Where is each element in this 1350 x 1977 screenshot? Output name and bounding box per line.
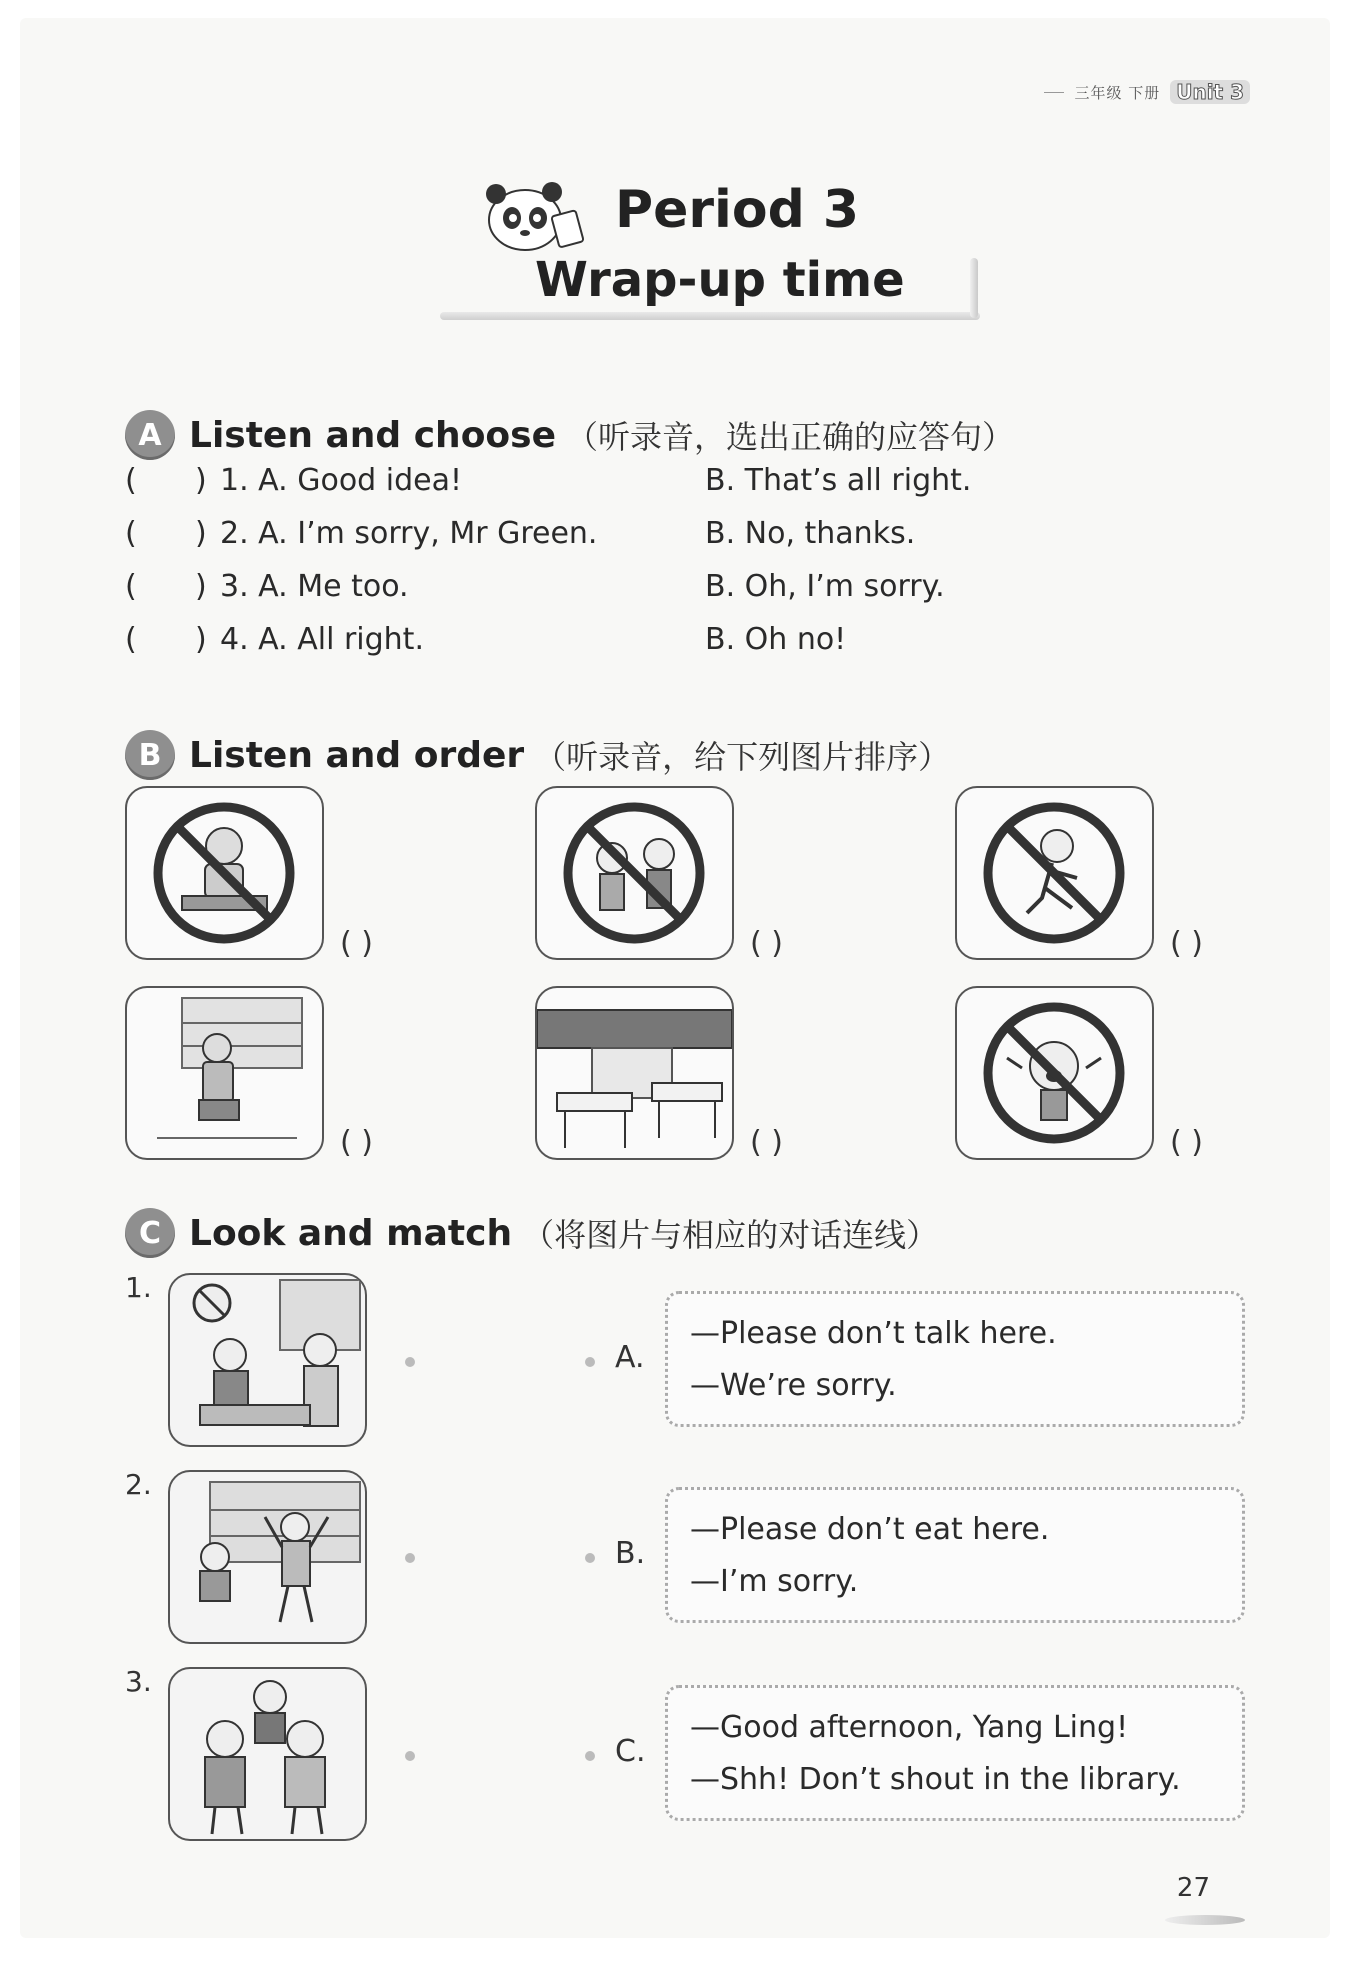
section-b-badge: B bbox=[125, 730, 175, 780]
title-corner bbox=[970, 258, 978, 318]
dialog-line: —Please don’t eat here. bbox=[690, 1512, 1050, 1547]
section-a-heading bbox=[125, 410, 1014, 460]
question-row bbox=[125, 516, 1225, 560]
answer-paren-open[interactable]: ( bbox=[125, 463, 137, 498]
no-talking-sign-icon bbox=[535, 786, 734, 960]
option-b: B. Oh no! bbox=[705, 622, 847, 657]
title-underline bbox=[440, 312, 980, 320]
period-title: Period 3 bbox=[615, 180, 860, 240]
option-b: B. No, thanks. bbox=[705, 516, 916, 551]
section-c-heading bbox=[125, 1208, 938, 1258]
order-answer-blank[interactable]: ( ) bbox=[1170, 1125, 1203, 1160]
no-eating-sign-icon bbox=[125, 786, 324, 960]
title-block bbox=[440, 168, 1000, 328]
answer-paren-open[interactable]: ( bbox=[125, 569, 137, 604]
dialog-line: —We’re sorry. bbox=[690, 1368, 897, 1403]
section-b-heading bbox=[125, 730, 950, 780]
section-a-title: Listen and choose bbox=[189, 414, 556, 456]
match-dot-left[interactable] bbox=[405, 1553, 415, 1563]
dialog-line: —I’m sorry. bbox=[690, 1564, 859, 1599]
answer-paren-close[interactable]: ) bbox=[195, 622, 207, 657]
match-dot-left[interactable] bbox=[405, 1751, 415, 1761]
match-dot-right[interactable] bbox=[585, 1553, 595, 1563]
no-shouting-sign-icon bbox=[955, 986, 1154, 1160]
worksheet-page bbox=[20, 18, 1330, 1938]
grade-label: 三年级 下册 bbox=[1074, 83, 1161, 102]
classroom-desks-icon bbox=[535, 986, 734, 1160]
question-row bbox=[125, 463, 1225, 507]
unit-label: Unit 3 bbox=[1170, 80, 1250, 104]
library-reading-girl-icon bbox=[125, 986, 324, 1160]
question-row bbox=[125, 622, 1225, 666]
match-number: 1. bbox=[125, 1271, 152, 1304]
library-shouting-scene-icon bbox=[168, 1470, 367, 1644]
dialog-letter: A. bbox=[615, 1340, 645, 1375]
option-b: B. Oh, I’m sorry. bbox=[705, 569, 945, 604]
answer-paren-close[interactable]: ) bbox=[195, 569, 207, 604]
option-a: 1. A. Good idea! bbox=[220, 463, 463, 498]
answer-paren-open[interactable]: ( bbox=[125, 516, 137, 551]
order-answer-blank[interactable]: ( ) bbox=[750, 926, 783, 961]
option-b: B. That’s all right. bbox=[705, 463, 972, 498]
section-a-title-zh: （听录音，选出正确的应答句） bbox=[566, 418, 1015, 456]
match-dot-right[interactable] bbox=[585, 1357, 595, 1367]
match-number: 3. bbox=[125, 1665, 152, 1698]
answer-paren-open[interactable]: ( bbox=[125, 622, 137, 657]
section-a-badge: A bbox=[125, 410, 175, 460]
question-row bbox=[125, 569, 1225, 613]
section-b-title: Listen and order bbox=[189, 734, 525, 776]
page-number: 27 bbox=[1176, 1873, 1210, 1903]
option-a: 3. A. Me too. bbox=[220, 569, 409, 604]
talking-students-scene-icon bbox=[168, 1667, 367, 1841]
order-answer-blank[interactable]: ( ) bbox=[1170, 926, 1203, 961]
no-running-sign-icon bbox=[955, 786, 1154, 960]
dialog-line: —Please don’t talk here. bbox=[690, 1316, 1057, 1351]
dialog-box-c bbox=[665, 1685, 1245, 1821]
dialog-box-a bbox=[665, 1291, 1245, 1427]
answer-paren-close[interactable]: ) bbox=[195, 463, 207, 498]
order-answer-blank[interactable]: ( ) bbox=[340, 1125, 373, 1160]
library-eating-scene-icon bbox=[168, 1273, 367, 1447]
option-a: 2. A. I’m sorry, Mr Green. bbox=[220, 516, 598, 551]
dialog-box-b bbox=[665, 1487, 1245, 1623]
lesson-subtitle: Wrap-up time bbox=[535, 252, 905, 308]
answer-paren-close[interactable]: ) bbox=[195, 516, 207, 551]
section-c-title: Look and match bbox=[189, 1212, 513, 1254]
match-dot-left[interactable] bbox=[405, 1357, 415, 1367]
panda-mascot-icon bbox=[480, 178, 590, 258]
dialog-letter: C. bbox=[615, 1734, 646, 1769]
section-c-badge: C bbox=[125, 1208, 175, 1258]
order-answer-blank[interactable]: ( ) bbox=[750, 1125, 783, 1160]
section-b-title-zh: （听录音，给下列图片排序） bbox=[534, 738, 951, 776]
match-number: 2. bbox=[125, 1468, 152, 1501]
header-rule bbox=[1044, 92, 1064, 93]
section-c-title-zh: （将图片与相应的对话连线） bbox=[522, 1216, 939, 1254]
dialog-letter: B. bbox=[615, 1536, 646, 1571]
option-a: 4. A. All right. bbox=[220, 622, 424, 657]
page-header bbox=[1044, 80, 1250, 104]
page-number-swoosh bbox=[1165, 1915, 1245, 1925]
order-answer-blank[interactable]: ( ) bbox=[340, 926, 373, 961]
dialog-line: —Shh! Don’t shout in the library. bbox=[690, 1762, 1181, 1797]
match-dot-right[interactable] bbox=[585, 1751, 595, 1761]
dialog-line: —Good afternoon, Yang Ling! bbox=[690, 1710, 1129, 1745]
